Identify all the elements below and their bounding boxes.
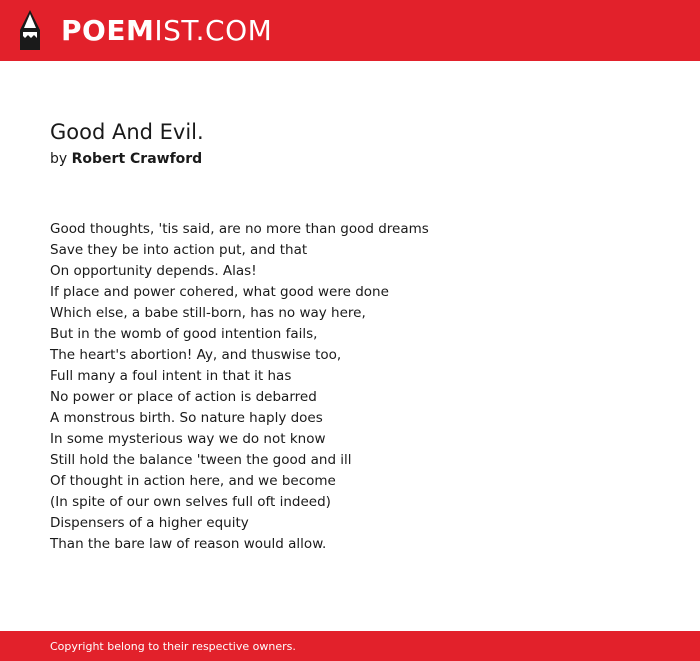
poem-line: A monstrous birth. So nature haply does [50,410,323,426]
author-name: Robert Crawford [71,151,203,167]
poem-line: No power or place of action is debarred [50,389,317,405]
pencil-logo-icon[interactable] [18,10,42,51]
byline [50,149,202,169]
poem-line: Still hold the balance 'tween the good and ill [50,452,352,468]
logo-bold-text: POEM [61,14,155,47]
poem-line: If place and power cohered, what good were done [50,284,389,300]
poem-line: Full many a foul intent in that it has [50,368,292,384]
poem-line: Of thought in action here, and we become [50,473,336,489]
poem-line: (In spite of our own selves full oft indeed) [50,494,331,510]
poem-title: Good And Evil. [50,120,204,144]
poem-line: Dispensers of a higher equity [50,515,249,531]
site-header [0,0,700,61]
poem-line: In some mysterious way we do not know [50,431,326,447]
poem-line: Than the bare law of reason would allow. [50,536,327,552]
by-label: by [50,151,68,167]
site-footer [0,631,700,661]
poem-line: The heart's abortion! Ay, and thuswise too, [50,347,342,363]
poem-line: But in the womb of good intention fails, [50,326,318,342]
copyright-text: Copyright belong to their respective owners. [50,640,296,653]
site-logo[interactable] [61,13,272,49]
poem-line: Which else, a babe still-born, has no way here, [50,305,366,321]
poem-line: Save they be into action put, and that [50,242,308,258]
logo-light-text: IST.COM [154,14,273,47]
poem-body [50,219,429,555]
poem-line: On opportunity depends. Alas! [50,263,257,279]
poem-line: Good thoughts, 'tis said, are no more than good dreams [50,221,429,237]
